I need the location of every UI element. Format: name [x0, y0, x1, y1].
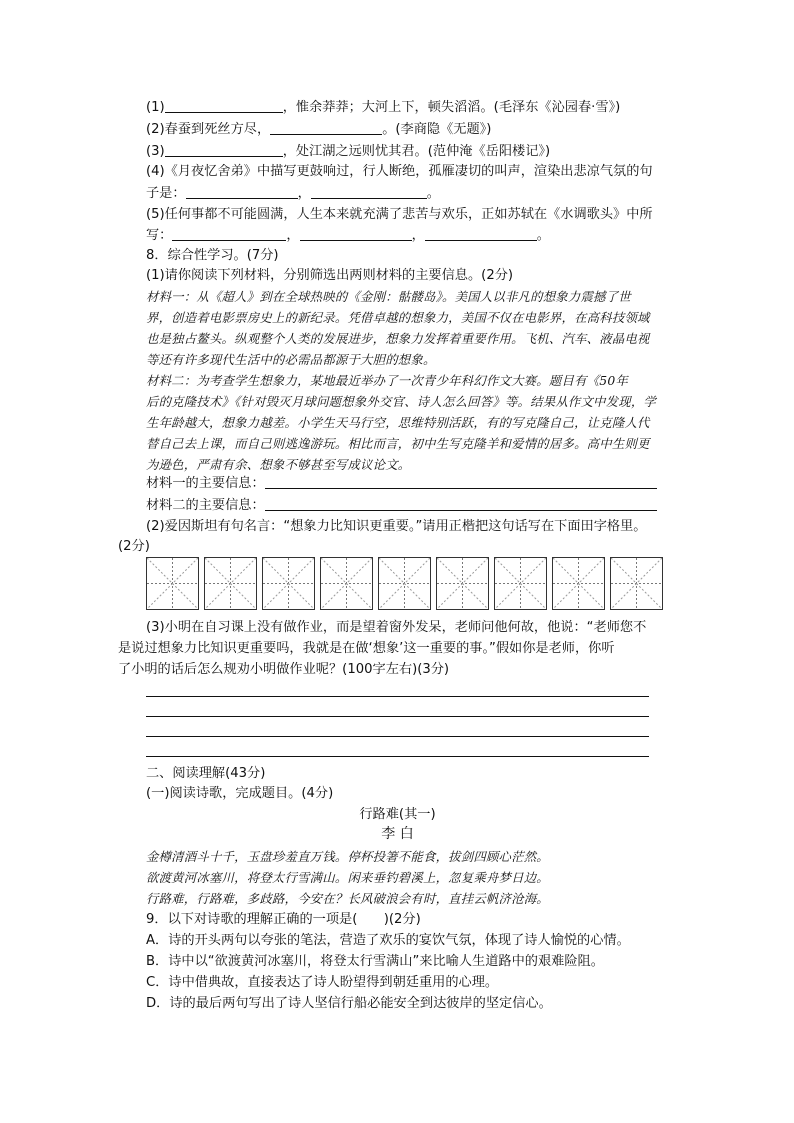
answer-blank[interactable]: [265, 496, 657, 511]
option-b[interactable]: B．诗中以“欲渡黄河冰塞川，将登太行雪满山”来比喻人生道路中的艰难险阻。: [146, 954, 604, 969]
q7-item-5-answers: [146, 226, 550, 245]
poem-line: 行路难，行路难，多歧路，今安在？长风破浪会有时，直挂云帆济沧海。: [146, 891, 549, 906]
info-1-row: [146, 474, 657, 493]
q7-item-4-prompt: (4)《月夜忆舍弟》中描写更鼓响过，行人断绝，孤雁凄切的叫声，渲染出悲凉气氛的句: [146, 164, 653, 179]
q8-sub2-score: (2分): [118, 539, 150, 554]
tianzige-cell[interactable]: [146, 557, 199, 610]
q8-sub2: (2)爱因斯坦有句名言：“想象力比知识更重要。”请用正楷把这句话写在下面田字格里。: [146, 519, 647, 534]
material-2-line: 材料二：为考查学生想象力，某地最近举办了一次青少年科幻作文大赛。题目有《50年: [146, 373, 629, 388]
q7-item-5-prefix: 写：: [146, 228, 173, 243]
punct: 。: [426, 186, 440, 201]
tianzige-cell[interactable]: [320, 557, 373, 610]
answer-line[interactable]: [146, 756, 649, 757]
answer-blank[interactable]: [165, 98, 283, 113]
option-c[interactable]: C．诗中借典故，直接表达了诗人盼望得到朝廷重用的心理。: [146, 975, 499, 990]
poem-title: 行路难(其一): [359, 807, 436, 822]
material-2-line: 为逊色，严肃有余、想象不够甚至写成议论文。: [146, 457, 411, 472]
material-2-line: 替自己去上课，而自己则逃逸游玩。相比而言，初中生写克隆羊和爱情的居多。高中生则更: [146, 436, 650, 451]
poem-author: 李 白: [381, 826, 414, 842]
q7-item-4-answers: [146, 184, 440, 203]
answer-line[interactable]: [146, 696, 649, 697]
tianzige-cell[interactable]: [262, 557, 315, 610]
q7-item-1-text: ，惟余莽莽；大河上下，顿失滔滔。(毛泽东《沁园春·雪》): [282, 100, 621, 115]
q8-title: 8．综合性学习。(7分): [146, 248, 279, 263]
option-d[interactable]: D．诗的最后两句写出了诗人坚信行船必能安全到达彼岸的坚定信心。: [146, 996, 552, 1011]
section-2-title: 二、阅读理解(43分): [146, 766, 266, 781]
punct: ，: [297, 186, 311, 201]
q7-item-3: [146, 142, 550, 161]
q7-item-1-prefix: (1): [146, 100, 165, 115]
info-2-row: [146, 496, 657, 515]
poem-line: 欲渡黄河冰塞川，将登太行雪满山。闲来垂钓碧溪上，忽复乘舟梦日边。: [146, 870, 549, 885]
answer-blank[interactable]: [265, 474, 657, 489]
q9-stem: 9．以下对诗歌的理解正确的一项是( )(2分): [146, 912, 421, 927]
q8-sub3-line: 了小明的话后怎么规劝小明做作业呢？(100字左右)(3分): [118, 662, 450, 677]
material-2-line: 生年龄越大，想象力越差。小学生天马行空，思维特别活跃，有的写克隆自己，让克隆人代: [146, 415, 650, 430]
q7-item-3-text: ，处江湖之远则忧其君。(范仲淹《岳阳楼记》): [282, 144, 551, 159]
material-1-line: 界，创造着电影票房史上的新纪录。凭借卓越的想象力，美国不仅在电影界，在高科技领域: [146, 310, 650, 325]
answer-line[interactable]: [146, 736, 649, 737]
q7-item-2-prefix: (2)春蚕到死丝方尽，: [146, 122, 271, 137]
q7-item-3-prefix: (3): [146, 144, 165, 159]
q7-item-1: [146, 98, 620, 117]
material-1-line: 也是独占鳌头。纵观整个人类的发展进步，想象力发挥着重要作用。飞机、汽车、液晶电视: [146, 331, 650, 346]
tianzige-cell[interactable]: [436, 557, 489, 610]
tianzige-grid: [146, 557, 668, 610]
q7-item-5-prompt: (5)任何事都不可能圆满，人生本来就充满了悲苦与欢乐，正如苏轼在《水调歌头》中所: [146, 207, 653, 222]
q8-sub3-line: 是说过想象力比知识更重要吗，我就是在做‘想象’这一重要的事。”假如你是老师，你听: [118, 641, 615, 656]
info-1-label: 材料一的主要信息：: [146, 476, 265, 491]
material-1-line: 等还有许多现代生活中的必需品都源于大胆的想象。: [146, 352, 436, 367]
answer-blank[interactable]: [165, 142, 283, 157]
option-a[interactable]: A．诗的开头两句以夸张的笔法，营造了欢乐的宴饮气氛，体现了诗人愉悦的心情。: [146, 933, 630, 948]
tianzige-cell[interactable]: [552, 557, 605, 610]
material-1-line: 材料一：从《超人》到在全球热映的《金刚：骷髅岛》。美国人以非凡的想象力震撼了世: [146, 289, 631, 304]
q7-item-2: [146, 120, 491, 139]
q8-sub3-line: (3)小明在自习课上没有做作业，而是望着窗外发呆，老师问他何故，他说：“老师您不: [146, 620, 647, 635]
tianzige-cell[interactable]: [378, 557, 431, 610]
tianzige-cell[interactable]: [204, 557, 257, 610]
q7-item-2-text: 。(李商隐《无题》): [382, 122, 492, 137]
answer-blank[interactable]: [186, 184, 298, 199]
answer-blank[interactable]: [270, 120, 382, 135]
punct: 。: [536, 228, 550, 243]
punct: ，: [286, 228, 300, 243]
answer-blank[interactable]: [311, 184, 427, 199]
q8-sub1: (1)请你阅读下列材料，分别筛选出两则材料的主要信息。(2分): [146, 268, 514, 283]
tianzige-cell[interactable]: [494, 557, 547, 610]
info-2-label: 材料二的主要信息：: [146, 498, 265, 513]
answer-line[interactable]: [146, 716, 649, 717]
punct: ，: [411, 228, 425, 243]
answer-blank[interactable]: [425, 226, 537, 241]
material-2-line: 后的克隆技术》《针对毁灭月球问题想象外交官、诗人怎么回答》等。结果从作文中发现，学: [146, 394, 657, 409]
answer-blank[interactable]: [300, 226, 412, 241]
q7-item-4-prefix: 子是：: [146, 186, 186, 201]
poem-line: 金樽清酒斗十千，玉盘珍羞直万钱。停杯投箸不能食，拔剑四顾心茫然。: [146, 849, 549, 864]
tianzige-cell[interactable]: [610, 557, 663, 610]
answer-blank[interactable]: [172, 226, 286, 241]
part-1-instruction: (一)阅读诗歌，完成题目。(4分): [146, 786, 334, 801]
